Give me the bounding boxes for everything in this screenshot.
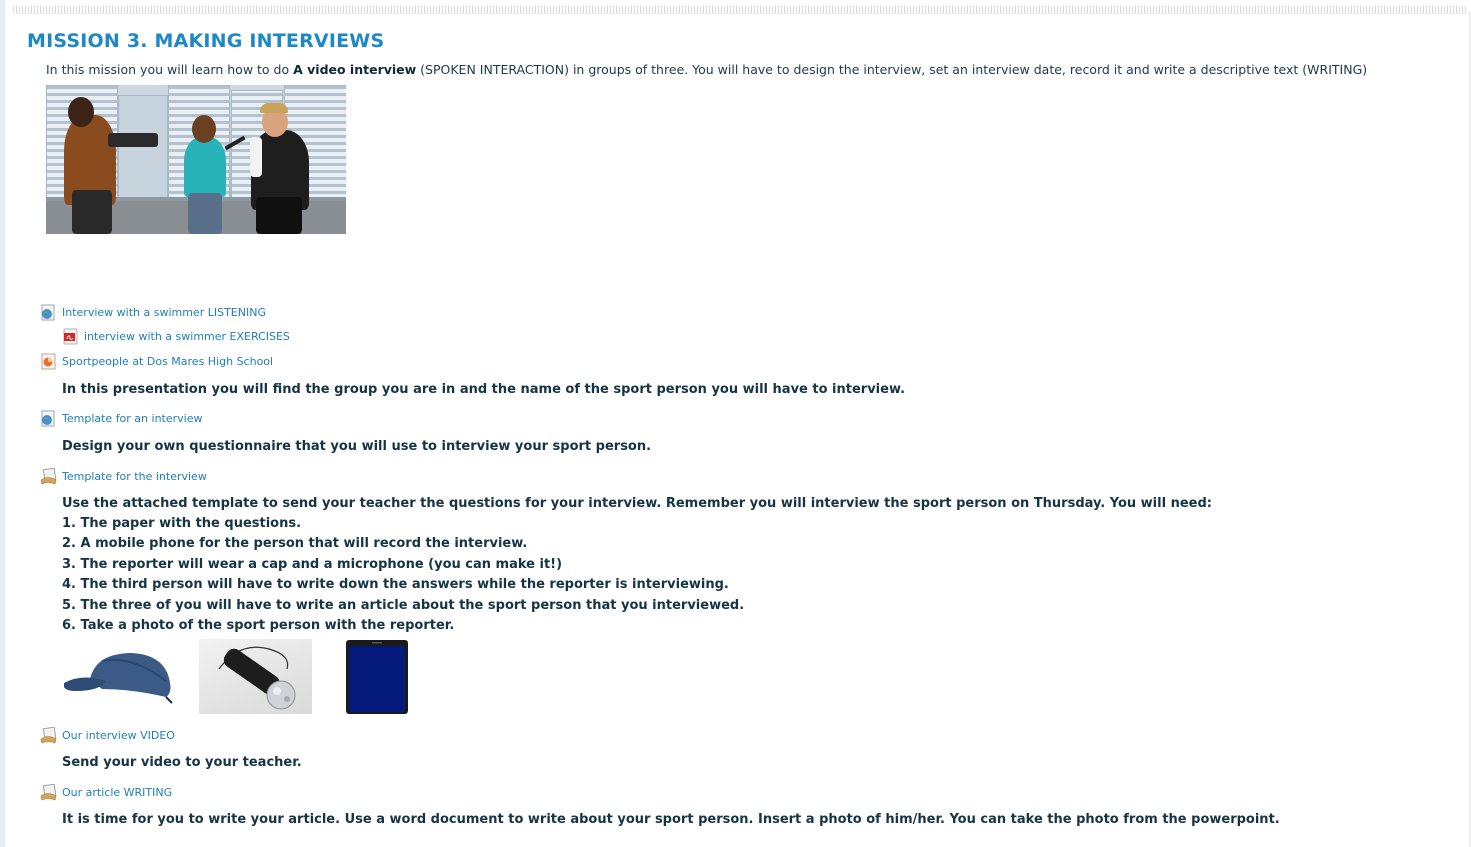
web-page-icon <box>40 410 57 427</box>
needs-list <box>62 514 744 636</box>
top-divider <box>13 6 1467 14</box>
needs-item: 2. A mobile phone for the person that will record the interview. <box>62 536 528 552</box>
video-description: Send your video to your teacher. <box>62 755 302 770</box>
template-description: Use the attached template to send your teacher the questions for your interview. Remember you will interview the sport person on Thursday. You will need: <box>62 496 1212 511</box>
resource-label: Template for an interview <box>62 412 203 425</box>
resource-label: Interview with a swimmer LISTENING <box>62 306 266 319</box>
mobile-phone-image <box>344 639 408 714</box>
pdf-icon <box>62 328 79 345</box>
mission-intro <box>46 62 1367 77</box>
intro-bold: A video interview <box>293 62 417 77</box>
presentation-description: In this presentation you will find the group you are in and the name of the sport person you will have to interview. <box>62 382 906 397</box>
resource-link-template-the[interactable] <box>40 468 207 485</box>
resource-link-article[interactable] <box>40 784 172 801</box>
web-page-icon <box>40 304 57 321</box>
needs-item: 1. The paper with the questions. <box>62 516 302 531</box>
needs-item: 6. Take a photo of the sport person with the reporter. <box>62 618 455 634</box>
resource-label: Our interview VIDEO <box>62 729 175 742</box>
cap-image <box>62 641 176 711</box>
resource-label: Template for the interview <box>62 470 207 483</box>
microphone-image <box>199 639 312 714</box>
needs-item: 5. The three of you will have to write an article about the sport person that you interviewed. <box>62 597 745 613</box>
powerpoint-icon <box>40 353 57 370</box>
resource-link-video[interactable] <box>40 727 175 744</box>
resource-link-listening[interactable] <box>40 304 266 321</box>
needs-item: 3. The reporter will wear a cap and a microphone (you can make it!) <box>62 556 563 572</box>
resource-link-template-an[interactable] <box>40 410 202 427</box>
intro-suffix: (SPOKEN INTERACTION) in groups of three. You will have to design the interview, set an interview date, record it and write a descriptive text (WRITING) <box>416 62 1368 77</box>
article-description: It is time for you to write your article. Use a word document to write about your sport person. Insert a photo of him/her. You can take the photo from the powerpoint. <box>62 812 1280 827</box>
assignment-icon <box>40 784 57 801</box>
questionnaire-description: Design your own questionnaire that you will use to interview your sport person. <box>62 439 652 454</box>
resource-link-exercises[interactable] <box>62 328 290 345</box>
resource-label: Sportpeople at Dos Mares High School <box>62 355 274 368</box>
resource-label: Our article WRITING <box>62 786 173 799</box>
interview-photo <box>46 85 346 234</box>
assignment-icon <box>40 727 57 744</box>
mission-title: MISSION 3. MAKING INTERVIEWS <box>27 30 385 52</box>
resource-link-sportpeople[interactable] <box>40 353 273 370</box>
needs-item: 4. The third person will have to write down the answers while the reporter is interviewing. <box>62 577 729 593</box>
intro-prefix: In this mission you will learn how to do <box>46 62 294 77</box>
resource-label: interview with a swimmer EXERCISES <box>84 330 290 343</box>
assignment-icon <box>40 468 57 485</box>
